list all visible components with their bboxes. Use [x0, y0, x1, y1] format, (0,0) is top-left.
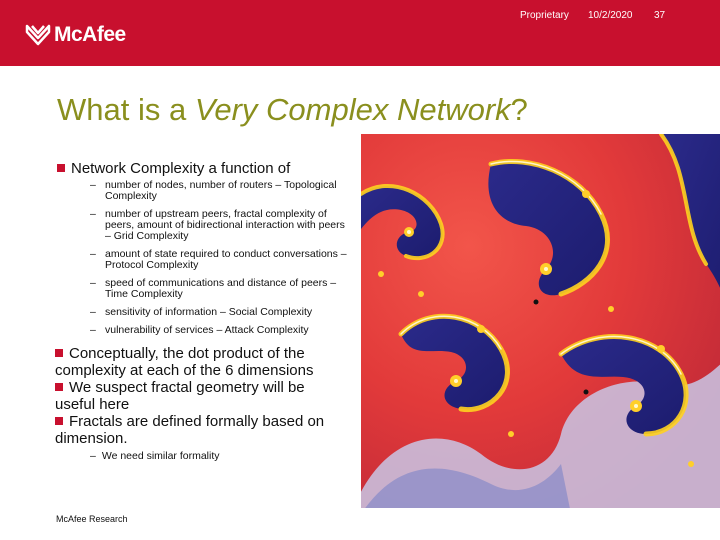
- paragraph-item: [55, 413, 345, 447]
- paragraph-text: Fractals are defined formally based on dimension.: [55, 413, 325, 447]
- main-bullet: [57, 160, 290, 177]
- dash-icon: –: [90, 450, 96, 462]
- title-suffix: ?: [510, 92, 528, 127]
- bullet-square-icon: [55, 383, 63, 391]
- bullet-square-icon: [55, 349, 63, 357]
- dash-icon: –: [90, 248, 96, 260]
- sub-bullet-text: vulnerability of services – Attack Complexity: [105, 324, 309, 336]
- main-bullet-text: Network Complexity a function of: [71, 160, 291, 177]
- paragraph-item: [55, 345, 345, 379]
- brand-name: McAfee: [54, 23, 126, 46]
- proprietary-label: Proprietary: [520, 10, 569, 21]
- page-number: 37: [654, 10, 666, 21]
- bullet-square-icon: [57, 164, 65, 172]
- body-paragraph: [55, 345, 345, 447]
- sub-bullet-text: speed of communications and distance of peers – Time Complexity: [105, 277, 337, 300]
- dash-icon: –: [90, 208, 96, 220]
- date-label: 10/2/2020: [588, 10, 633, 21]
- footer-label: McAfee Research: [56, 514, 128, 524]
- paragraph-text: We suspect fractal geometry will be useful here: [55, 379, 305, 413]
- sub-bullet-text: sensitivity of information – Social Complexity: [105, 306, 313, 318]
- title-emphasis: Very Complex Network: [194, 92, 511, 127]
- sub-bullet: [90, 278, 352, 300]
- sub-bullet: [90, 249, 352, 271]
- final-sub-bullet-text: We need similar formality: [101, 450, 220, 462]
- sub-bullet: [90, 325, 352, 336]
- header-bar: [0, 0, 720, 66]
- bullet-square-icon: [55, 417, 63, 425]
- sub-bullet: [90, 180, 352, 202]
- sub-bullet: [90, 209, 352, 242]
- julia-set-fractal-image: [361, 134, 720, 508]
- mcafee-shield-icon: [24, 22, 52, 48]
- slide-title: [57, 92, 528, 128]
- dash-icon: –: [90, 179, 96, 191]
- sub-bullet-text: number of upstream peers, fractal complexity of peers, amount of bidirectional interaction with peers – Grid Complexity: [105, 208, 345, 242]
- sub-bullet-text: number of nodes, number of routers – Topological Complexity: [105, 179, 337, 202]
- paragraph-item: [55, 379, 345, 413]
- dash-icon: –: [90, 306, 96, 318]
- title-prefix: What is a: [57, 92, 195, 127]
- final-sub-bullet: [90, 450, 220, 462]
- sub-bullet: [90, 307, 352, 318]
- dash-icon: –: [90, 324, 96, 336]
- sub-bullet-list: [90, 180, 352, 343]
- dash-icon: –: [90, 277, 96, 289]
- sub-bullet-text: amount of state required to conduct conversations – Protocol Complexity: [105, 248, 347, 271]
- paragraph-text: Conceptually, the dot product of the complexity at each of the 6 dimensions: [55, 345, 314, 379]
- mcafee-logo: [24, 22, 126, 48]
